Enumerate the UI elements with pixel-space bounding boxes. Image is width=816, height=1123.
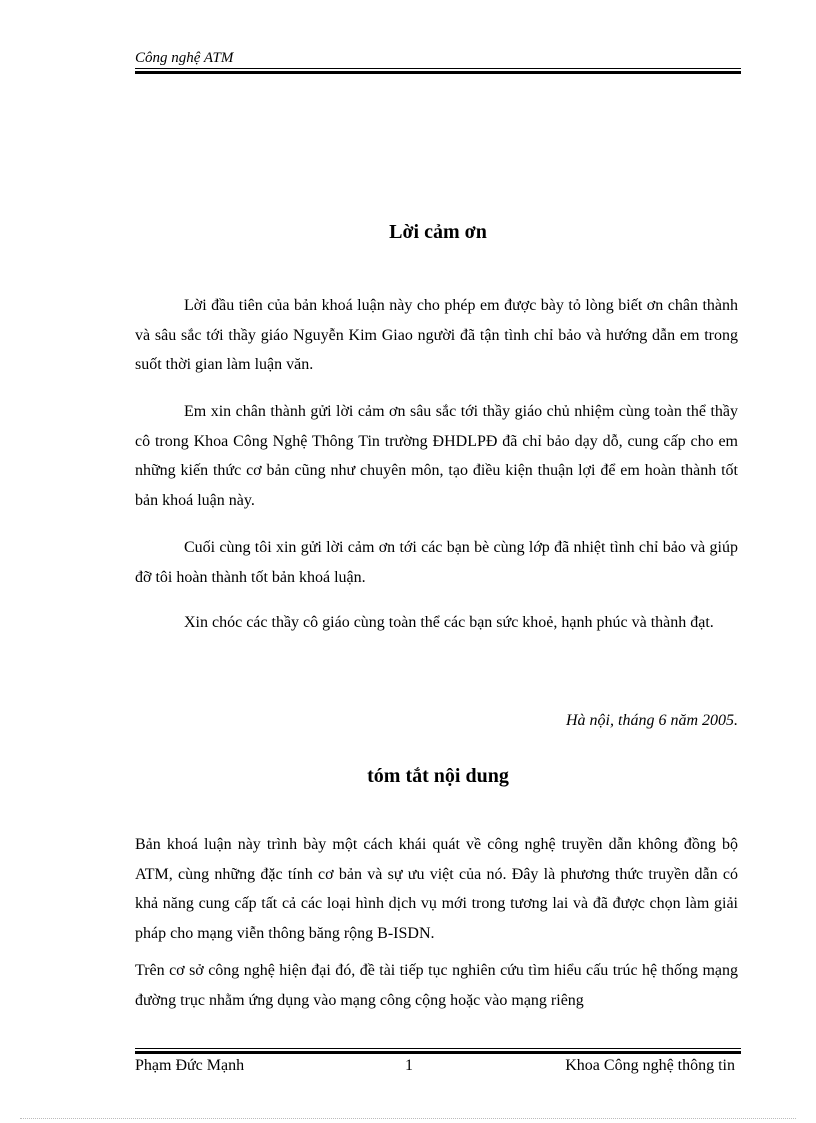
summary-paragraph-1: Bản khoá luận này trình bày một cách khái quát về công nghệ truyền dẫn không đồng bộ ATM, cùng những đặc tính cơ bản và sự ưu việt của nó. Đây là phương thức truyền dẫn có khả năng cung cấp tất cả các loại hình dịch vụ mới trong tương lai và đã được chọn làm giải pháp cho mạng viễn thông băng rộng B-ISDN. <box>135 836 738 942</box>
page-number: 1 <box>405 1057 413 1074</box>
header-title: Công nghệ ATM <box>135 50 234 66</box>
header-rule <box>135 68 741 74</box>
acknowledgement-paragraph-1: Lời đầu tiên của bản khoá luận này cho phép em được bày tỏ lòng biết ơn chân thành và sâu sắc tới thầy giáo Nguyễn Kim Giao người đã tận tình chỉ bảo và hướng dẫn em trong suốt thời gian làm luận văn. <box>135 297 738 373</box>
summary-heading: tóm tắt nội dung <box>367 765 509 787</box>
page-header <box>135 49 741 69</box>
acknowledgement-paragraph-4: Xin chóc các thầy cô giáo cùng toàn thể các bạn sức khoẻ, hạnh phúc và thành đạt. <box>184 614 714 631</box>
acknowledgement-paragraph-3: Cuối cùng tôi xin gửi lời cảm ơn tới các bạn bè cùng lớp đã nhiệt tình chỉ bảo và giúp đỡ tôi hoàn thành tốt bản khoá luận. <box>135 539 738 586</box>
acknowledgement-heading: Lời cảm ơn <box>389 221 487 243</box>
acknowledgement-paragraph-2: Em xin chân thành gửi lời cảm ơn sâu sắc tới thầy giáo chủ nhiệm cùng toàn thể thầy cô trong Khoa Công Nghệ Thông Tin trường ĐHDLPĐ đã chỉ bảo dạy dỗ, cung cấp cho em những kiến thức cơ bản cũng như chuyên môn, tạo điều kiện thuận lợi để em hoàn thành tốt bản khoá luận này. <box>135 403 738 509</box>
page-bottom-border <box>20 1118 796 1119</box>
signature-date: Hà nội, tháng 6 năm 2005. <box>566 712 738 729</box>
summary-paragraph-2: Trên cơ sở công nghệ hiện đại đó, đề tài tiếp tục nghiên cứu tìm hiểu cấu trúc hệ thống mạng đường trục nhằm ứng dụng vào mạng công cộng hoặc vào mạng riêng <box>135 962 738 1009</box>
footer-rule <box>135 1048 741 1054</box>
footer-author: Phạm Đức Mạnh <box>135 1057 245 1074</box>
footer-department: Khoa Công nghệ thông tin <box>565 1057 735 1074</box>
